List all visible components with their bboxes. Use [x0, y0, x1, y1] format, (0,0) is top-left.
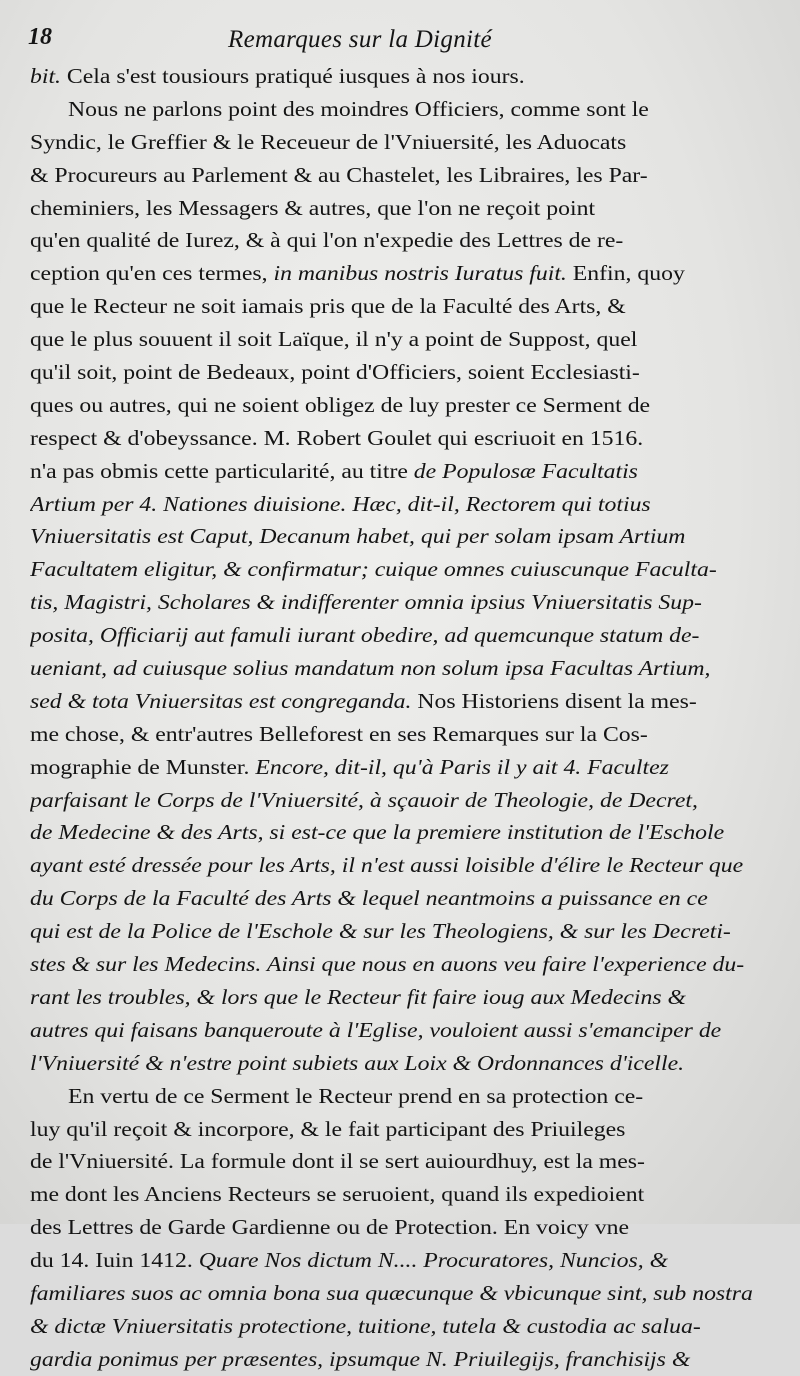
text-line [30, 455, 796, 488]
roman-segment: que le plus souuent il soit Laïque, il n'y a point de Suppost, quel [30, 327, 638, 352]
text-line [30, 882, 796, 915]
roman-segment: Cela s'est tousiours pratiqué iusques à nos iours. [60, 64, 525, 88]
text-line [30, 619, 796, 652]
text-line [30, 520, 796, 553]
text-line [30, 751, 796, 784]
italic-segment: qui est de la Police de l'Eschole & sur les Theologiens, & sur les Decreti- [30, 919, 731, 944]
roman-segment: du 14. Iuin 1412. [30, 1248, 199, 1273]
italic-segment: du Corps de la Faculté des Arts & lequel neantmoins a puissance en ce [30, 886, 708, 911]
italic-segment: ayant esté dressée pour les Arts, il n'est aussi loisible d'élire le Recteur que [30, 853, 744, 878]
text-line [30, 816, 796, 849]
roman-segment: luy qu'il reçoit & incorpore, & le fait participant des Priuileges [30, 1116, 626, 1141]
roman-segment: Syndic, le Greffier & le Receueur de l'Vniuersité, les Aduocats [30, 129, 627, 154]
roman-segment: me dont les Anciens Recteurs se seruoient, quand ils expedioient [30, 1182, 645, 1207]
text-line [30, 553, 796, 586]
italic-segment: sed & tota Vniuersitas est congreganda. [30, 688, 412, 713]
text-line [30, 981, 796, 1014]
roman-segment: cheminiers, les Messagers & autres, que l'on ne reçoit point [30, 195, 596, 220]
italic-segment: autres qui faisans banqueroute à l'Eglise, vouloient aussi s'emanciper de [30, 1017, 722, 1042]
italic-segment: parfaisant le Corps de l'Vniuersité, à sçauoir de Theologie, de Decret, [30, 787, 698, 812]
italic-segment: Artium per 4. Nationes diuisione. Hæc, dit-il, Rectorem qui totius [30, 491, 651, 516]
roman-segment: ques ou autres, qui ne soient obligez de luy prester ce Serment de [30, 392, 651, 417]
italic-segment: gardia ponimus per præsentes, ipsumque N. Priuilegijs, franchisijs & [30, 1346, 691, 1371]
italic-segment: bit. [30, 64, 61, 88]
text-line [30, 290, 796, 323]
text-line [30, 257, 796, 290]
text-line [30, 1211, 796, 1244]
roman-segment: Nous ne parlons point des moindres Officiers, comme sont le [68, 96, 649, 121]
roman-segment: mographie de Munster. [30, 754, 256, 779]
roman-segment: respect & d'obeyssance. M. Robert Goulet qui escriuoit en 1516. [30, 425, 644, 450]
italic-segment: de Populosæ Facultatis [413, 458, 638, 483]
text-line [30, 323, 796, 356]
text-line [30, 224, 796, 257]
italic-segment: l'Vniuersité & n'estre point subiets aux Loix & Ordonnances d'icelle. [30, 1050, 685, 1075]
text-line [30, 192, 796, 225]
text-line [30, 1145, 796, 1178]
roman-segment: des Lettres de Garde Gardienne ou de Protection. En voicy vne [30, 1215, 629, 1240]
roman-segment: ception qu'en ces termes, [30, 261, 274, 286]
text-line [30, 1113, 796, 1146]
roman-segment: n'a pas obmis cette particularité, au titre [30, 458, 414, 483]
page-header [28, 24, 770, 62]
roman-segment: Nos Historiens disent la mes- [411, 688, 697, 713]
italic-segment: Facultatem eligitur, & confirmatur; cuique omnes cuiuscunque Faculta- [30, 557, 717, 582]
text-line [30, 849, 796, 882]
text-line [30, 685, 796, 718]
roman-segment: que le Recteur ne soit iamais pris que de la Faculté des Arts, & [30, 294, 626, 319]
italic-segment: stes & sur les Medecins. Ainsi que nous en auons veu faire l'experience du- [30, 952, 745, 977]
text-line [30, 1244, 796, 1277]
text-line [30, 356, 796, 389]
text-line [30, 60, 796, 93]
roman-segment: Enfin, quoy [566, 261, 685, 286]
text-line [30, 126, 796, 159]
italic-segment: rant les troubles, & lors que le Recteur fit faire ioug aux Medecins & [30, 984, 686, 1009]
italic-segment: tis, Magistri, Scholares & indifferenter omnia ipsius Vniuersitatis Sup- [30, 590, 702, 615]
roman-segment: de l'Vniuersité. La formule dont il se sert auiourdhuy, est la mes- [30, 1149, 645, 1174]
text-line [30, 915, 796, 948]
text-line [30, 1014, 796, 1047]
italic-segment: posita, Officiarij aut famuli iurant obedire, ad quemcunque statum de- [30, 623, 700, 648]
text-line [30, 93, 796, 126]
text-line [30, 1343, 796, 1376]
text-line [30, 784, 796, 817]
text-line [30, 586, 796, 619]
italic-segment: in manibus nostris Iuratus fuit. [273, 261, 567, 286]
roman-segment: En vertu de ce Serment le Recteur prend en sa protection ce- [68, 1083, 644, 1108]
italic-segment: ueniant, ad cuiusque solius mandatum non solum ipsa Facultas Artium, [30, 656, 711, 681]
text-line [30, 948, 796, 981]
text-line [30, 488, 796, 521]
text-line [30, 159, 796, 192]
italic-segment: & dictæ Vniuersitatis protectione, tuitione, tutela & custodia ac salua- [30, 1313, 701, 1338]
italic-segment: Vniuersitatis est Caput, Decanum habet, qui per solam ipsam Artium [30, 524, 686, 549]
roman-segment: & Procureurs au Parlement & au Chastelet, les Libraires, les Par- [30, 162, 648, 187]
italic-segment: Encore, dit-il, qu'à Paris il y ait 4. Facultez [255, 754, 669, 779]
text-line [30, 422, 796, 455]
roman-segment: me chose, & entr'autres Belleforest en ses Remarques sur la Cos- [30, 721, 648, 746]
roman-segment: qu'il soit, point de Bedeaux, point d'Officiers, soient Ecclesiasti- [30, 360, 640, 385]
body-text [30, 60, 796, 1376]
text-line [30, 1277, 796, 1310]
text-line [30, 389, 796, 422]
text-line [30, 1178, 796, 1211]
running-head: Remarques sur la Dignité [228, 26, 492, 53]
text-line [30, 1047, 796, 1080]
text-line [30, 1080, 796, 1113]
text-line [30, 1310, 796, 1343]
italic-segment: de Medecine & des Arts, si est-ce que la premiere institution de l'Eschole [30, 820, 725, 845]
page-number: 18 [28, 24, 52, 50]
text-line [30, 652, 796, 685]
text-line [30, 718, 796, 751]
italic-segment: familiares suos ac omnia bona sua quæcunque & vbicunque sint, sub nostra [30, 1280, 753, 1305]
italic-segment: Quare Nos dictum N.... Procuratores, Nuncios, & [198, 1248, 669, 1273]
roman-segment: qu'en qualité de Iurez, & à qui l'on n'expedie des Lettres de re- [30, 228, 624, 253]
